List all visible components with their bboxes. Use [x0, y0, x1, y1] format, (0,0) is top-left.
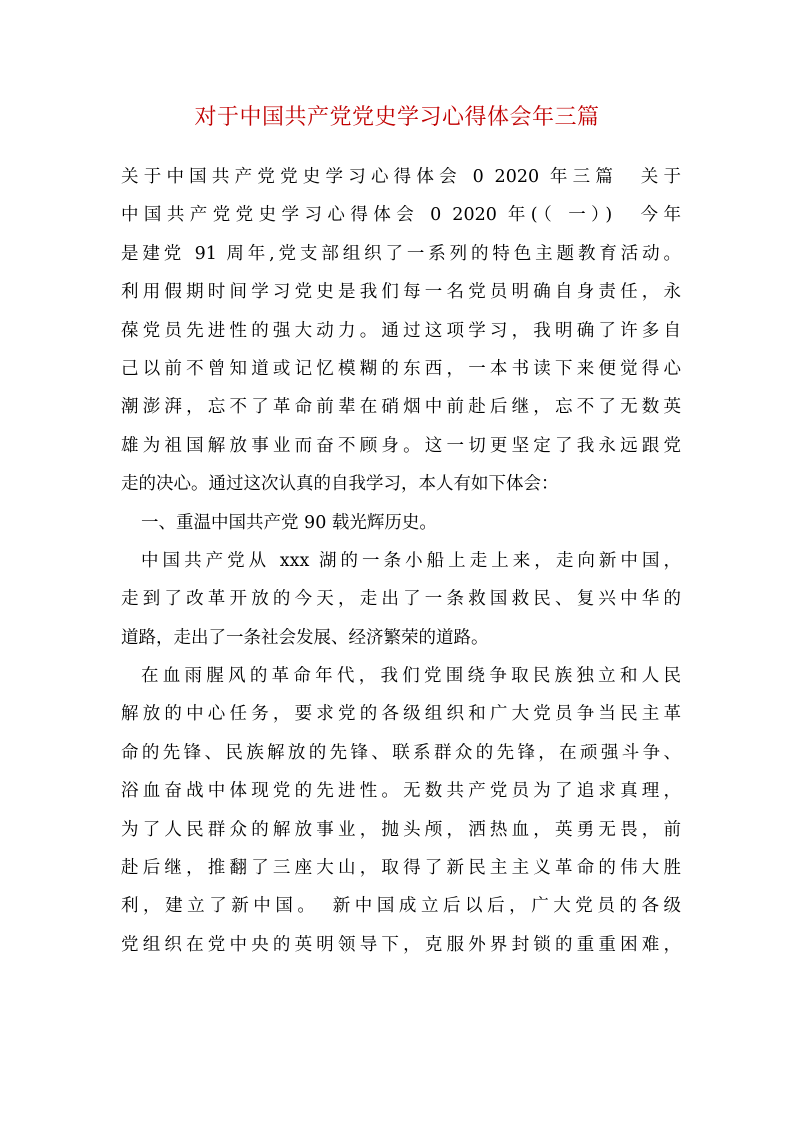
body-line: 中国共产党从 xxx 湖的一条小船上走上来，走向新中国， [141, 550, 681, 571]
body-line: 葆党员先进性的强大动力。通过这项学习，我明确了许多自 [121, 320, 681, 341]
body-line: 利用假期时间学习党史是我们每一名党员明确自身责任，永 [121, 282, 681, 303]
document-title: 对于中国共产党党史学习心得体会年三篇 [194, 105, 600, 130]
body-line: 党组织在党中央的英明领导下，克服外界封锁的重重困难， [121, 934, 681, 955]
body-line: 道路，走出了一条社会发展、经济繁荣的道路。 [121, 627, 489, 648]
body-line: 己以前不曾知道或记忆模糊的东西，一本书读下来便觉得心 [121, 358, 681, 379]
body-line: 雄为祖国解放事业而奋不顾身。这一切更坚定了我永远跟党 [121, 435, 681, 456]
body-line: 在血雨腥风的革命年代，我们党围绕争取民族独立和人民 [141, 666, 681, 687]
document-body [121, 158, 681, 964]
body-line: 为了人民群众的解放事业，抛头颅，洒热血，英勇无畏，前 [121, 819, 681, 840]
body-line: 利，建立了新中国。 新中国成立后以后，广大党员的各级 [121, 896, 681, 917]
body-line: 解放的中心任务，要求党的各级组织和广大党员争当民主革 [121, 704, 681, 725]
body-line: 走到了改革开放的今天，走出了一条救国救民、复兴中华的 [121, 589, 681, 610]
body-line: 是建党 91 周年,党支部组织了一系列的特色主题教育活动。 [121, 243, 681, 264]
body-line: 赴后继，推翻了三座大山，取得了新民主主义革命的伟大胜 [121, 858, 681, 879]
body-line: 浴血奋战中体现党的先进性。无数共产党员为了追求真理， [121, 781, 681, 802]
section-heading: 一、重温中国共产党 90 载光辉历史。 [141, 512, 437, 533]
body-line: 走的决心。通过这次认真的自我学习，本人有如下体会： [121, 474, 559, 495]
body-line: 命的先锋、民族解放的先锋、联系群众的先锋，在顽强斗争、 [121, 742, 681, 763]
body-line: 中国共产党党史学习心得体会 0 2020 年(（ 一）) 今年 [121, 205, 681, 226]
body-line: 潮澎湃，忘不了革命前辈在硝烟中前赴后继，忘不了无数英 [121, 397, 681, 418]
body-line: 关于中国共产党党史学习心得体会 0 2020 年三篇 关于 [121, 167, 681, 187]
